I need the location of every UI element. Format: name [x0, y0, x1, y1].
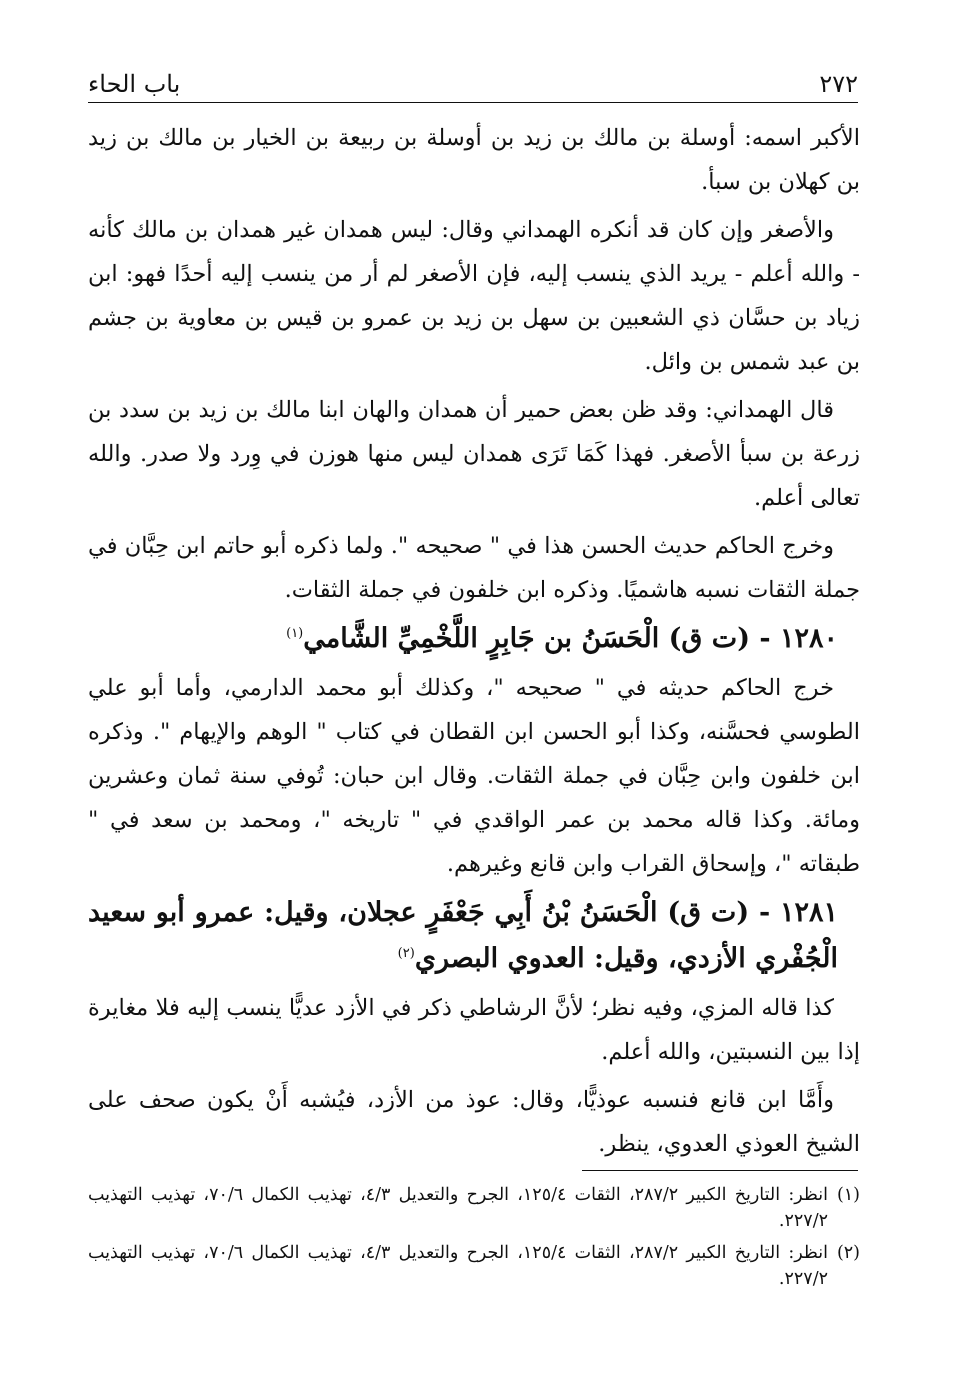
chapter-title: باب الحاء [88, 70, 181, 98]
entry-heading-text: ١٢٨١ - (ت ق) الْحَسَنُ بْنُ أَبِي جَعْفَرٍ عجلان، وقيل: عمرو أبو سعيد الْجُفْري الأزدي، وقيل: العدوي البصري [88, 897, 838, 974]
footnote-ref[interactable]: (١) [286, 626, 304, 641]
footnote [88, 1182, 860, 1234]
footnote-text: انظر: التاريخ الكبير ٢٨٧/٢، الثقات ١٢٥/٤، الجرح والتعديل ٤/٣، تهذيب الكمال ٧٠/٦، تهذيب التهذيب ٢٢٧/٢. [88, 1243, 828, 1289]
footnote-number: (١) [836, 1185, 860, 1205]
paragraph: قال الهمداني: وقد ظن بعض حمير أن همدان والهان ابنا مالك بن زيد بن سدد بن زرعة بن سبأ الأصغر. فهذا كَمَا تَرَى همدان ليس منها هوزن في وِرد ولا صدر. والله تعالى أعلم. [88, 397, 860, 511]
footnote-ref[interactable]: (٢) [397, 946, 415, 961]
entry-heading-text: ١٢٨٠ - (ت ق) الْحَسَنُ بن جَابِرٍ اللَّخْمِيِّ الشَّامي [303, 623, 838, 654]
paragraph: والأصغر وإن كان قد أنكره الهمداني وقال: ليس همدان غير همدان بن مالك كأنه - والله أعلم - يريد الذي ينسب إليه، فإن الأصغر لم أر من ينسب إليه أحدًا فهو: ابن زياد بن حسَّان ذي الشعبين بن سهل بن زيد بن عمرو بن قيس بن معاوية بن جشم بن عبد شمس بن وائل. [88, 217, 860, 375]
entry-heading-1281 [88, 890, 860, 982]
footnote-divider [582, 1170, 858, 1171]
main-text [88, 116, 860, 1170]
entry-text-1281-a: كذا قاله المزي، وفيه نظر؛ لأنَّ الرشاطي ذكر في الأزد عديًّا ينسب إليه فلا مغايرة إذا بين النسبتين، والله أعلم. [88, 995, 860, 1065]
footnote [88, 1240, 860, 1292]
header-divider [88, 102, 858, 103]
paragraph: وخرج الحاكم حديث الحسن هذا في " صحيحه ". ولما ذكره أبو حاتم ابن حِبَّان في جملة الثقات نسبه هاشميًا. وذكره ابن خلفون في جملة الثقات. [88, 533, 860, 603]
paragraph: الأكبر اسمه: أوسلة بن مالك بن زيد بن أوسلة بن ربيعة بن الخيار بن مالك بن زيد بن كهلان بن سبأ. [88, 125, 860, 195]
footnotes-section [88, 1182, 860, 1298]
page-number: ٢٧٢ [819, 70, 858, 98]
entry-heading-1280 [88, 616, 860, 662]
footnote-text: انظر: التاريخ الكبير ٢٨٧/٢، الثقات ١٢٥/٤، الجرح والتعديل ٤/٣، تهذيب الكمال ٧٠/٦، تهذيب التهذيب ٢٢٧/٢. [88, 1185, 828, 1231]
entry-text-1280: خرج الحاكم حديثه في " صحيحه "، وكذلك أبو محمد الدارمي، وأما أبو علي الطوسي فحسَّنه، وكذا أبو الحسن ابن القطان في كتاب " الوهم والإيهام ". وذكره ابن خلفون وابن حِبَّان في جملة الثقات. وقال ابن حبان: تُوفي سنة ثمان وعشرين ومائة. وكذا قاله محمد بن عمر الواقدي في " تاريخه "، ومحمد بن سعد في " طبقاته "، وإسحاق القراب وابن قانع وغيرهم. [88, 675, 860, 877]
running-header [88, 62, 858, 98]
entry-text-1281-b: وأَمَّا ابن قانع فنسبه عوذيًّا، وقال: عوذ من الأزد، فيُشبه أَنْ يكون صحف على الشيخ العوذي العدوي، ينظر. [88, 1087, 860, 1157]
footnote-number: (٢) [836, 1243, 860, 1263]
